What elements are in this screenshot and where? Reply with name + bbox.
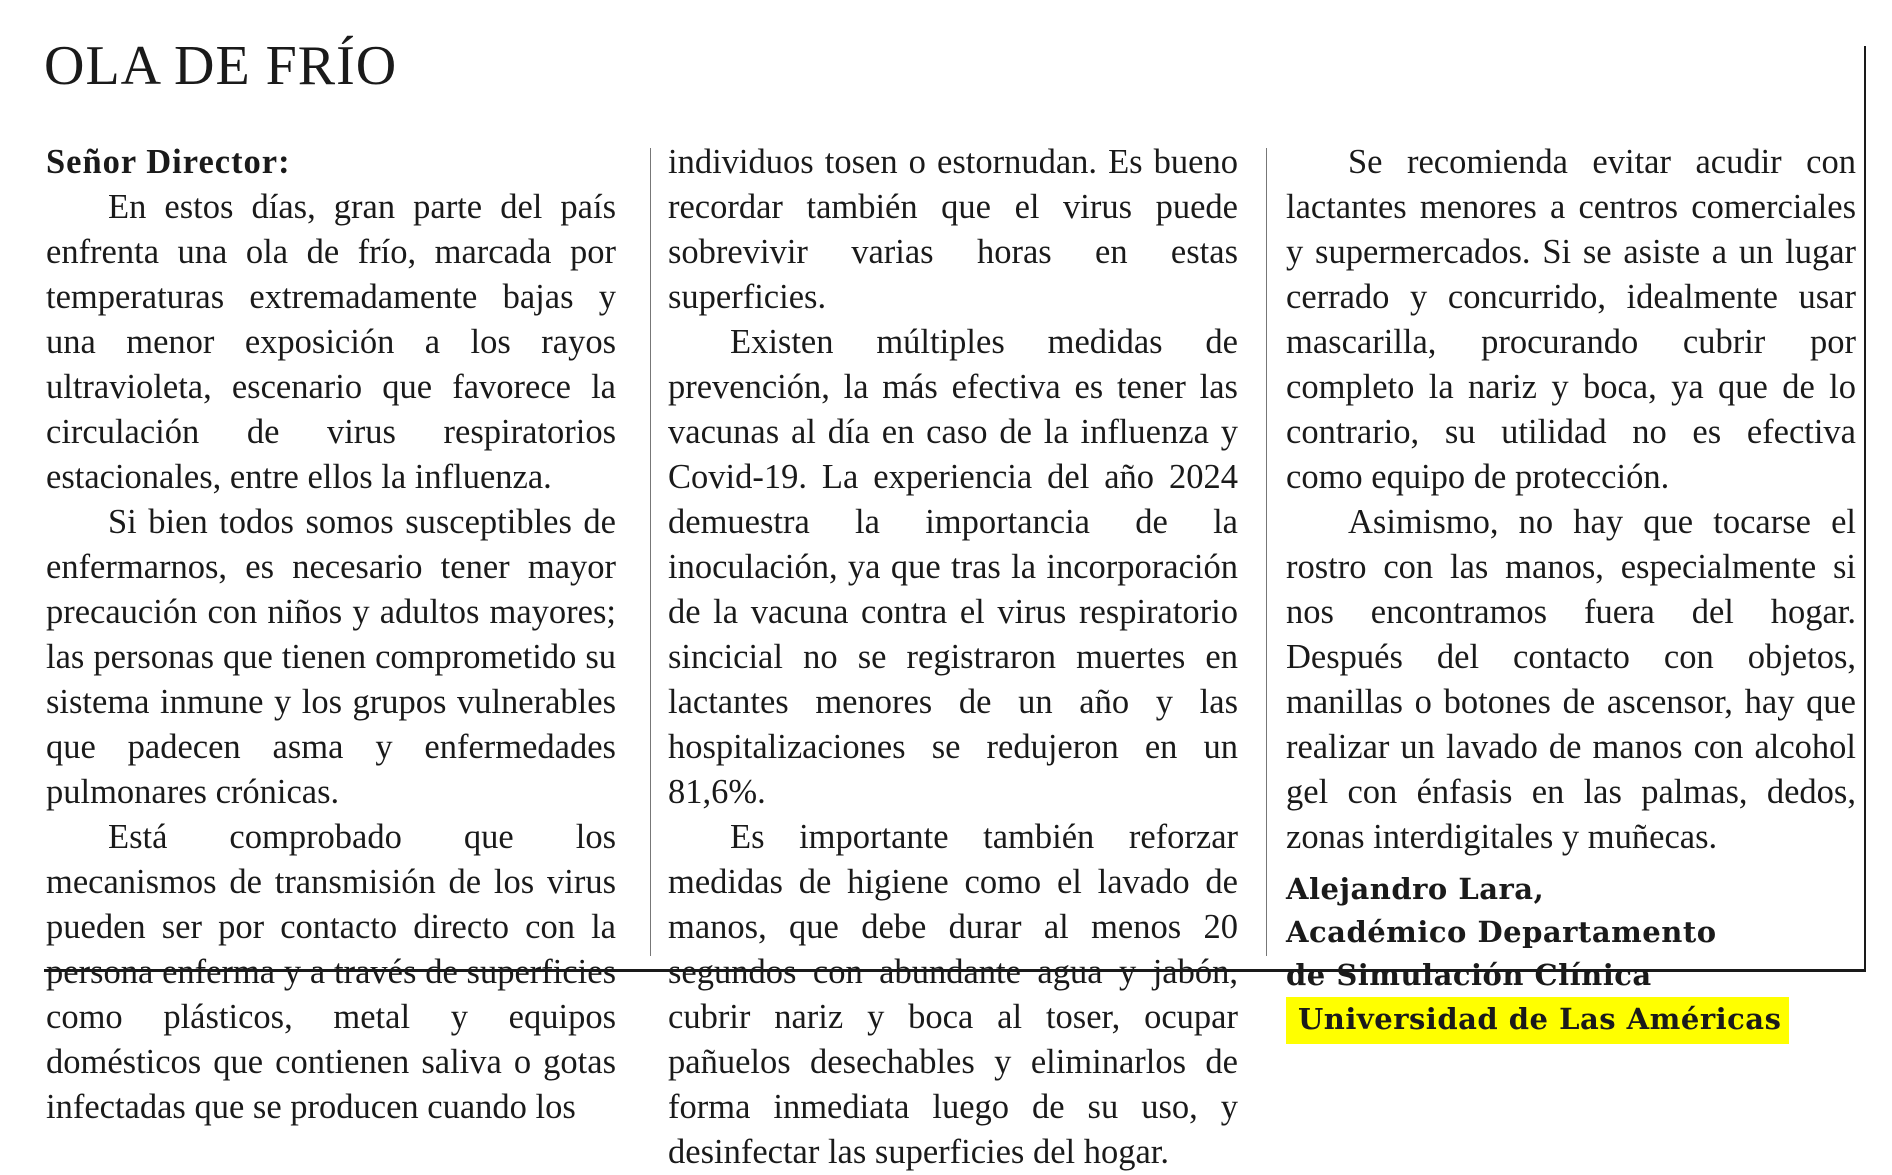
paragraph-continuation: individuos tosen o estornudan. Es bueno recordar también que el virus puede sobrevivir varias horas en estas superficies. xyxy=(668,143,1238,316)
paragraph: Si bien todos somos susceptibles de enfermarnos, es necesario tener mayor precaución con niños y adultos mayores; las personas que tienen comprometido su sistema inmune y los grupos vulnerables que padecen asma y enfermedades pulmonares crónicas. xyxy=(46,503,616,811)
paragraph: Asimismo, no hay que tocarse el rostro con las manos, especialmente si nos encontramos fuera del hogar. Después del contacto con objetos, manillas o botones de ascensor, hay que realizar un lavado de manos con alcohol gel con énfasis en las palmas, dedos, zonas interdigitales y muñecas. xyxy=(1286,503,1856,856)
headline: OLA DE FRÍO xyxy=(44,35,398,97)
paragraph: Es importante también reforzar medidas de higiene como el lavado de manos, que debe durar al menos 20 segundos con abundante agua y jabón, cubrir nariz y boca al toser, ocupar pañuelos desechables y eliminarlos de forma inmediata luego de su uso, y desinfectar las superficies del hogar. xyxy=(668,818,1238,1171)
column-2 xyxy=(668,140,1238,1175)
paragraph: Está comprobado que los mecanismos de transmisión de los virus pueden ser por contacto directo con la persona enferma y a través de superficies como plásticos, metal y equipos domésticos que contienen saliva o gotas infectadas que se producen cuando los xyxy=(46,818,616,1126)
signature-block xyxy=(1286,868,1856,1044)
author-institution-highlighted: Universidad de Las Américas xyxy=(1286,997,1789,1044)
column-3 xyxy=(1286,140,1856,1044)
paragraph: Existen múltiples medidas de prevención, la más efectiva es tener las vacunas al día en caso de la influenza y Covid-19. La experiencia del año 2024 demuestra la importancia de la inoculación, ya que tras la incorporación de la vacuna contra el virus respiratorio sincicial no se registraron muertes en lactantes menores de un año y las hospitalizaciones se redujeron en un 81,6%. xyxy=(668,323,1238,811)
author-role-line-2: de Simulación Clínica xyxy=(1286,958,1652,992)
paragraph: Se recomienda evitar acudir con lactantes menores a centros comerciales y supermercados. Si se asiste a un lugar cerrado y concurrido, idealmente usar mascarilla, procurando cubrir por completo la nariz y boca, ya que de lo contrario, su utilidad no es efectiva como equipo de protección. xyxy=(1286,143,1856,496)
column-1 xyxy=(46,140,616,1130)
column-rule-2 xyxy=(1266,148,1267,956)
column-rule-1 xyxy=(650,148,651,956)
author-role-line-1: Académico Departamento xyxy=(1286,915,1717,949)
salutation: Señor Director: xyxy=(46,143,291,181)
paragraph: En estos días, gran parte del país enfrenta una ola de frío, marcada por temperaturas extremadamente bajas y una menor exposición a los rayos ultravioleta, escenario que favorece la circulación de virus respiratorios estacionales, entre ellos la influenza. xyxy=(46,188,616,496)
author-name: Alejandro Lara, xyxy=(1286,872,1545,906)
frame-right-border xyxy=(1864,46,1866,971)
